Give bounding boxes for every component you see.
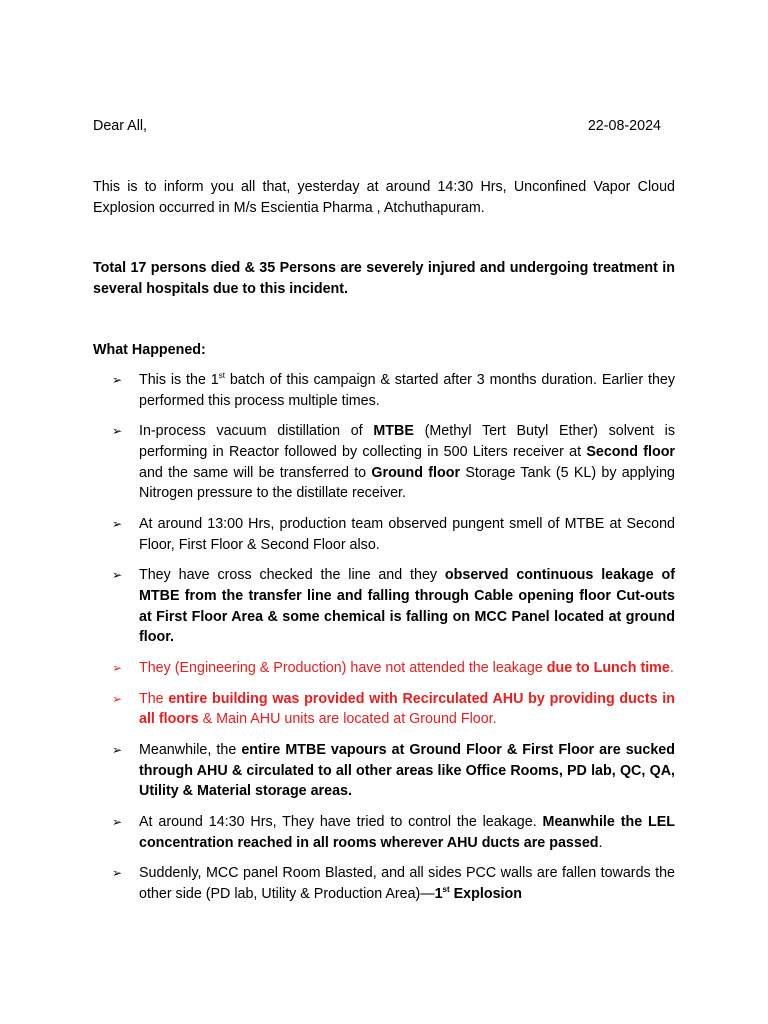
arrow-bullet-icon: ➢ xyxy=(112,516,123,531)
list-item-highlighted: ➢ The entire building was provided with Recirculated AHU by providing ducts in all floors & Main AHU units are located at Ground Floor. xyxy=(112,690,675,728)
intro-paragraph: This is to inform you all that, yesterday at around 14:30 Hrs, Unconfined Vapor Cloud Explosion occurred in M/s Escientia Pharma , Atchuthapuram. xyxy=(93,179,675,216)
event-list xyxy=(112,370,675,915)
arrow-bullet-icon: ➢ xyxy=(112,660,123,675)
casualty-summary: Total 17 persons died & 35 Persons are severely injured and undergoing treatment in several hospitals due to this incident. xyxy=(93,260,675,297)
list-item: ➢ In-process vacuum distillation of MTBE (Methyl Tert Butyl Ether) solvent is performing in Reactor followed by collecting in 500 Liters receiver at Second floor and the same will be transferred to Ground floor Storage Tank (5 KL) by applying Nitrogen pressure to the distillate receiver. xyxy=(112,423,675,502)
letter-header xyxy=(93,116,661,138)
salutation: Dear All, xyxy=(93,118,148,134)
letter-date: 22-08-2024 xyxy=(587,118,661,134)
list-item: ➢ They have cross checked the line and they observed continuous leakage of MTBE from the transfer line and falling through Cable opening floor Cut-outs at First Floor Area & some chemical is falling on MCC Panel located at ground floor. xyxy=(112,567,675,646)
list-item-highlighted: ➢ They (Engineering & Production) have not attended the leakage due to Lunch time. xyxy=(112,658,675,679)
section-heading: What Happened: xyxy=(93,342,206,358)
list-item: ➢ Suddenly, MCC panel Room Blasted, and all sides PCC walls are fallen towards the other side (PD lab, Utility & Production Area)—1st Explosion xyxy=(112,865,675,902)
arrow-bullet-icon: ➢ xyxy=(112,866,123,881)
list-item: ➢ At around 13:00 Hrs, production team observed pungent smell of MTBE at Second Floor, First Floor & Second Floor also. xyxy=(112,515,675,553)
arrow-bullet-icon: ➢ xyxy=(112,691,123,706)
list-item: ➢ Meanwhile, the entire MTBE vapours at Ground Floor & First Floor are sucked through AHU & circulated to all other areas like Office Rooms, PD lab, QC, QA, Utility & Material storage areas. xyxy=(112,742,675,800)
list-item: ➢ At around 14:30 Hrs, They have tried to control the leakage. Meanwhile the LEL concentration reached in all rooms wherever AHU ducts are passed. xyxy=(112,814,676,851)
arrow-bullet-icon: ➢ xyxy=(112,568,123,583)
arrow-bullet-icon: ➢ xyxy=(112,373,123,387)
arrow-bullet-icon: ➢ xyxy=(112,424,123,439)
arrow-bullet-icon: ➢ xyxy=(112,743,123,758)
list-item: ➢ This is the 1st batch of this campaign & started after 3 months duration. Earlier they performed this process multiple times. xyxy=(112,371,676,409)
arrow-bullet-icon: ➢ xyxy=(112,815,123,829)
